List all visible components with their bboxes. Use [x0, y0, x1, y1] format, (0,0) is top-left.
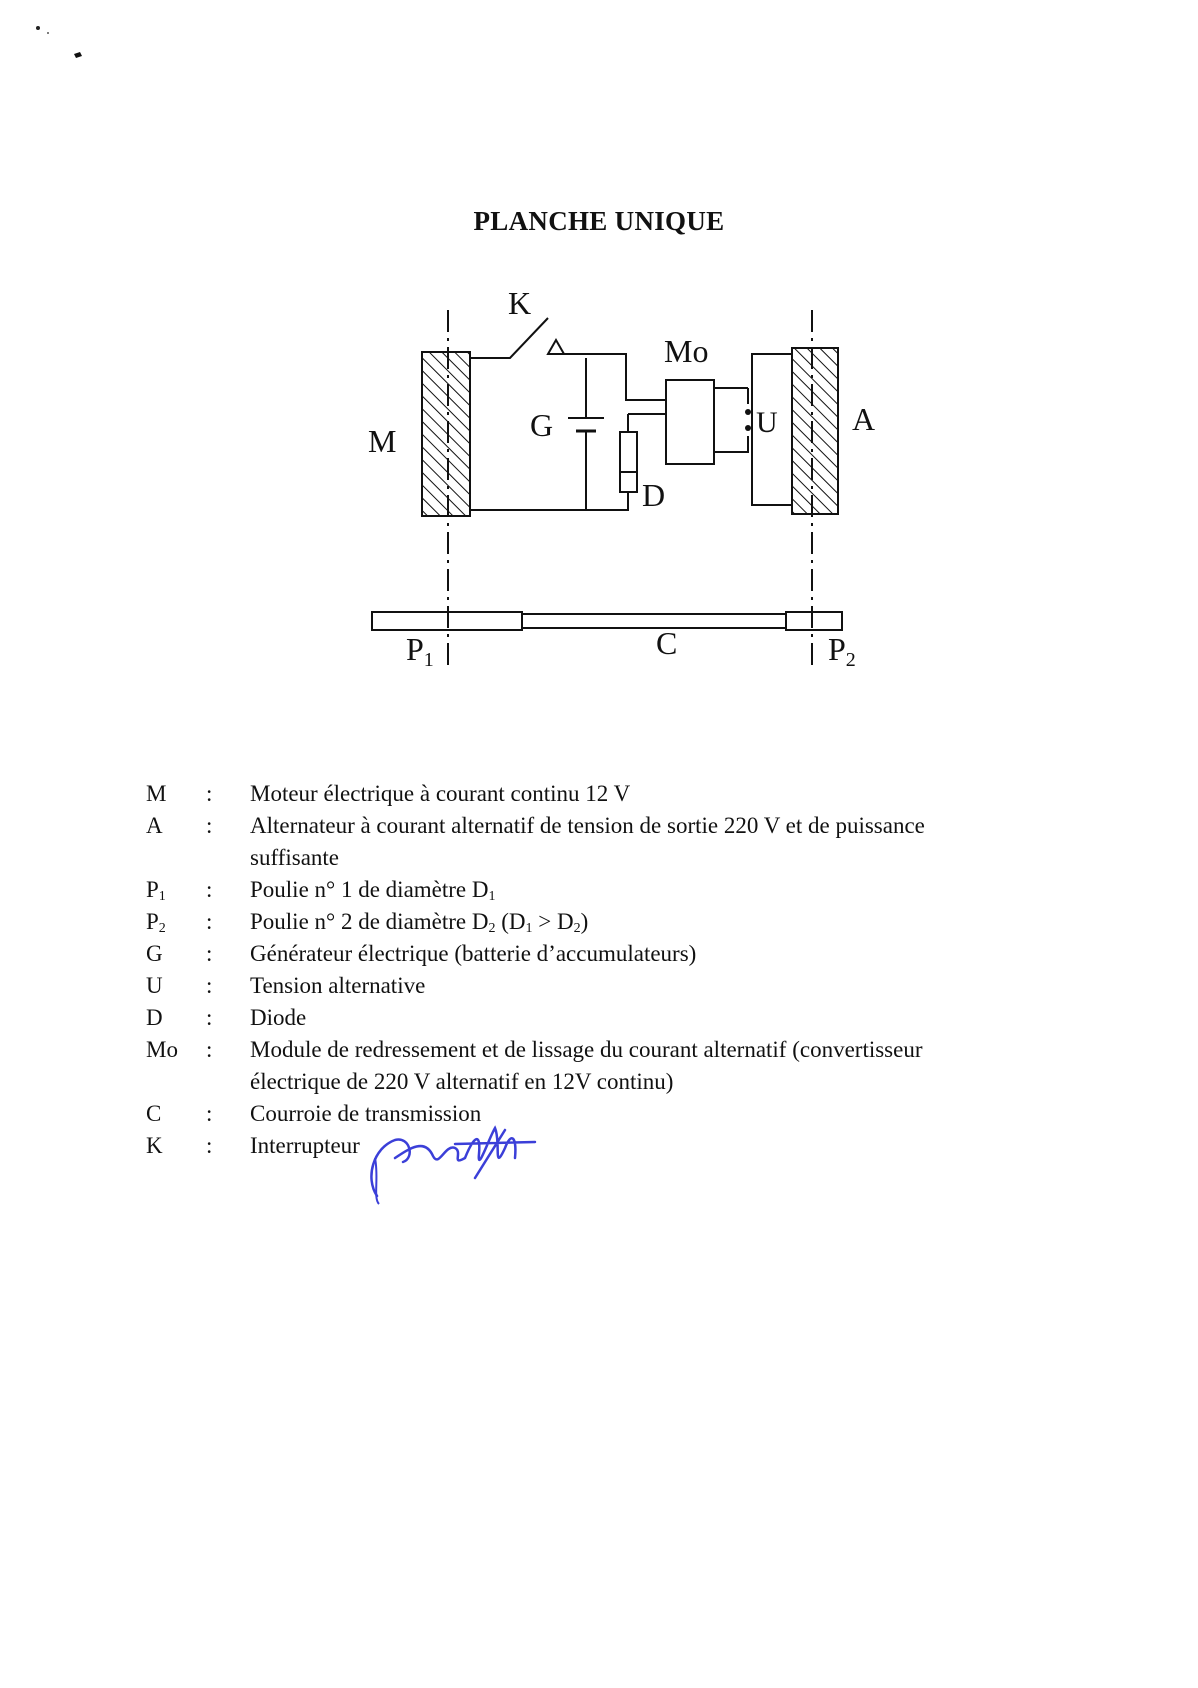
legend-row	[0, 1130, 1198, 1162]
diode-d	[620, 432, 637, 492]
legend-colon: :	[206, 909, 213, 934]
label-m: M	[368, 423, 397, 459]
legend-description: Interrupteur	[250, 1133, 360, 1158]
alternator-a	[792, 348, 838, 514]
wire-top-right	[564, 354, 666, 400]
legend-symbol: U	[146, 973, 163, 998]
legend-description: Moteur électrique à courant continu 12 V	[250, 781, 631, 806]
label-p2: P2	[828, 631, 856, 671]
label-g: G	[530, 407, 554, 443]
legend-description: Générateur électrique (batterie d’accumulateurs)	[250, 941, 697, 966]
legend-row	[0, 874, 1198, 906]
legend-symbol: $P_1$	[146, 877, 166, 904]
legend-symbol: C	[146, 1101, 162, 1126]
legend-row	[0, 810, 1198, 874]
legend-colon: :	[206, 813, 213, 838]
legend-description: Courroie de transmission	[250, 1101, 482, 1126]
wire-top-left	[470, 318, 548, 358]
legend-colon: :	[206, 941, 213, 966]
u-terminal-dot-bottom	[745, 425, 751, 431]
legend-row	[0, 906, 1198, 938]
legend-symbol: A	[146, 813, 163, 838]
module-mo	[666, 380, 714, 464]
label-p1: P1	[406, 631, 434, 671]
page-title: PLANCHE UNIQUE	[473, 206, 725, 236]
pulley-p2	[786, 612, 842, 630]
legend-symbol: D	[146, 1005, 163, 1030]
legend-description: Poulie n° 2 de diamètre $D_2$ $(D_1 > D_2)$	[250, 909, 589, 936]
legend-colon: :	[206, 973, 213, 998]
switch-k-contact	[548, 340, 564, 354]
motor-m	[422, 352, 470, 516]
legend-description: Module de redressement et de lissage du courant alternatif (convertisseur électrique de 220 V alternatif en 12V continu)	[250, 1037, 923, 1094]
signature	[355, 1118, 555, 1208]
legend-description: Tension alternative	[250, 973, 426, 998]
legend-row	[0, 1034, 1198, 1098]
legend-row	[0, 1098, 1198, 1130]
legend-description: Diode	[250, 1005, 307, 1030]
legend-colon: :	[206, 877, 213, 902]
legend-colon: :	[206, 1037, 213, 1062]
legend-row	[0, 970, 1198, 1002]
legend-symbol: K	[146, 1133, 163, 1158]
label-c: C	[656, 625, 678, 661]
legend	[0, 778, 1198, 1162]
legend-colon: :	[206, 1101, 213, 1126]
legend-colon: :	[206, 1133, 213, 1158]
label-d: D	[642, 477, 666, 513]
legend-row	[0, 938, 1198, 970]
label-k: K	[508, 285, 532, 321]
legend-symbol: Mo	[146, 1037, 178, 1062]
wire-bottom	[470, 492, 628, 510]
label-a: A	[852, 401, 876, 437]
legend-symbol: $P_2$	[146, 909, 166, 936]
u-terminal-dot-top	[745, 409, 751, 415]
legend-colon: :	[206, 781, 213, 806]
legend-symbol: G	[146, 941, 163, 966]
label-u: U	[756, 406, 778, 439]
wire-mo-bottom	[714, 436, 748, 452]
legend-row	[0, 1002, 1198, 1034]
legend-symbol: M	[146, 781, 167, 806]
circuit-diagram	[0, 0, 1198, 700]
legend-colon: :	[206, 1005, 213, 1030]
label-mo: Mo	[664, 333, 709, 369]
legend-description: Poulie n° 1 de diamètre $D_1$	[250, 877, 496, 904]
legend-row	[0, 778, 1198, 810]
legend-description: Alternateur à courant alternatif de tension de sortie 220 V et de puissance suffisante	[250, 813, 925, 870]
